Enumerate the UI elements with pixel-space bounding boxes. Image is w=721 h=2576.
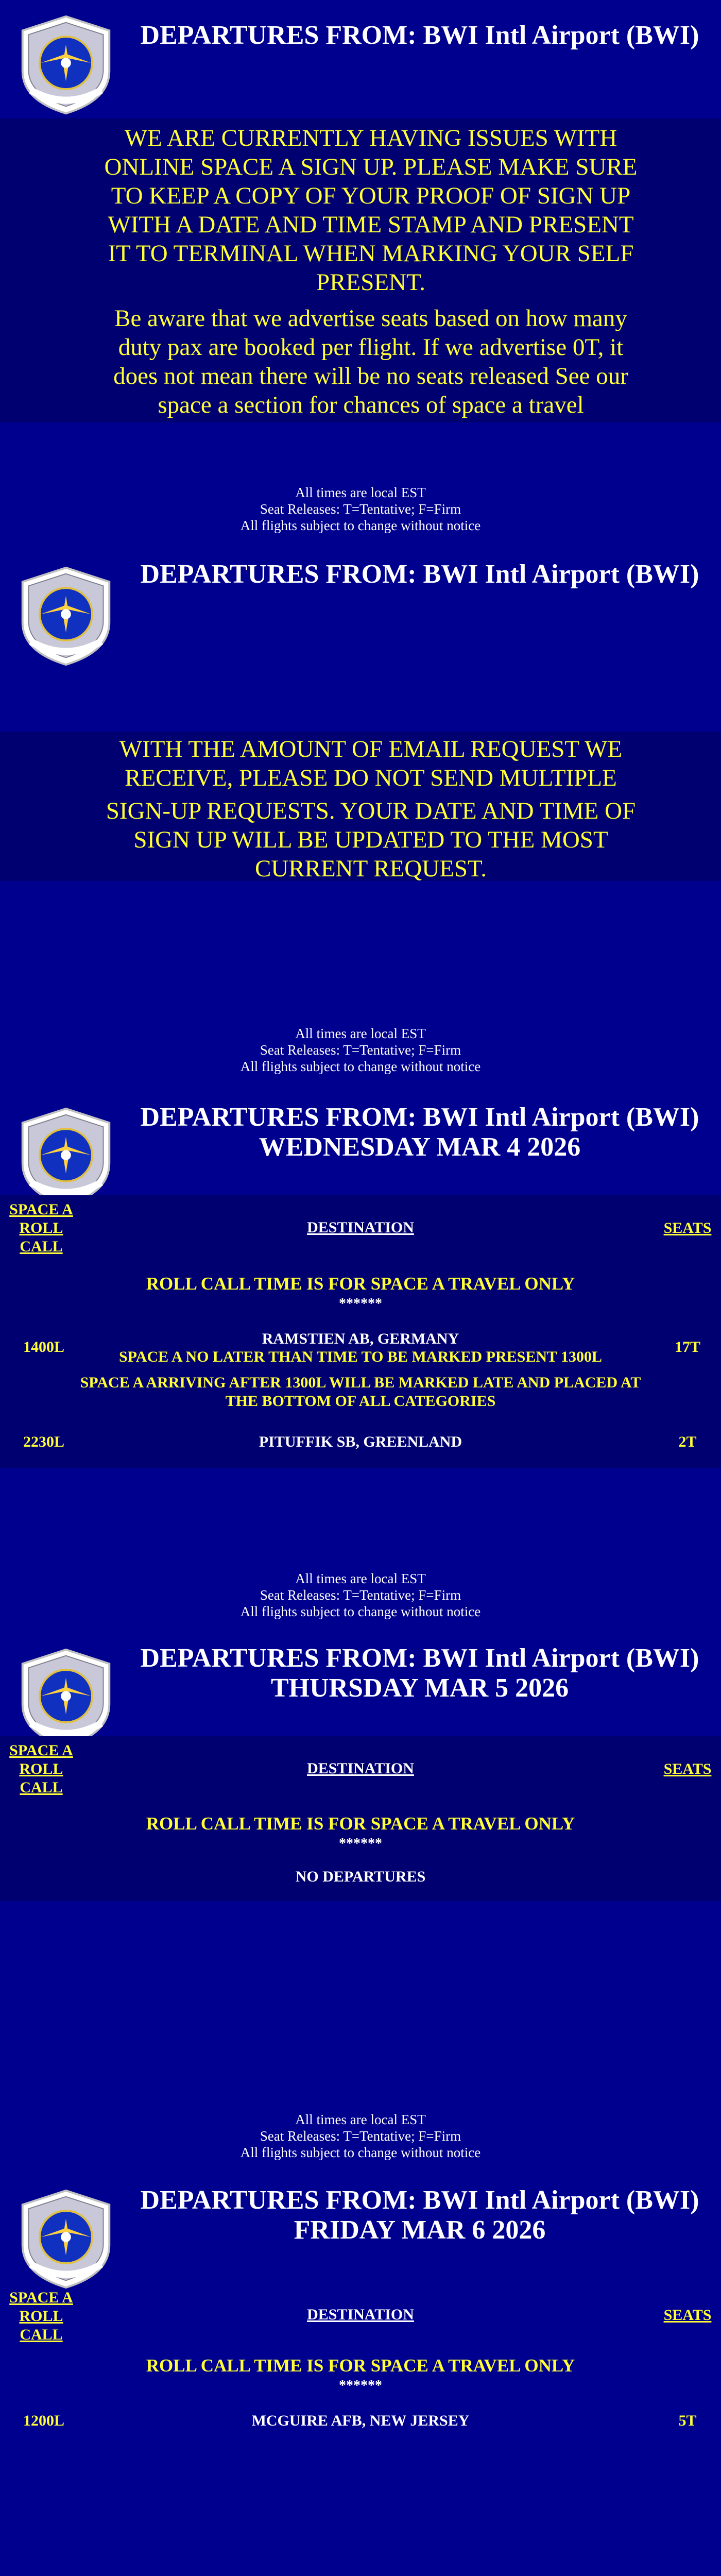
info-line-seat-releases: Seat Releases: T=Tentative; F=Firm bbox=[260, 1042, 461, 1058]
page-title: DEPARTURES FROM: BWI Intl Airport (BWI) bbox=[140, 21, 699, 50]
seats-value: 5T bbox=[678, 2412, 697, 2429]
departures-block-notice-2 bbox=[0, 551, 721, 1092]
destination: PITUFFIK SB, GREENLAND bbox=[259, 1433, 462, 1450]
destination: RAMSTIEN AB, GERMANY bbox=[262, 1330, 459, 1347]
departure-date: FRIDAY MAR 6 2026 bbox=[294, 2215, 546, 2245]
info-line-seat-releases: Seat Releases: T=Tentative; F=Firm bbox=[260, 501, 461, 517]
flight-remark-late: SPACE A ARRIVING AFTER 1300L WILL BE MARKED LATE AND PLACED AT THE BOTTOM OF ALL CATEGORIES bbox=[80, 1374, 641, 1410]
seats-header: SEATS bbox=[663, 1219, 712, 1236]
departure-date: WEDNESDAY MAR 4 2026 bbox=[259, 1132, 581, 1162]
air-mobility-command-seal-icon bbox=[15, 566, 116, 667]
air-mobility-command-seal-icon bbox=[15, 14, 116, 115]
block-header bbox=[0, 1092, 721, 1211]
info-line-subject-to-change: All flights subject to change without notice bbox=[240, 1059, 481, 1074]
info-line-subject-to-change: All flights subject to change without notice bbox=[240, 518, 481, 533]
departures-block-friday bbox=[0, 2174, 721, 2576]
flight-remark: SPACE A NO LATER THAN TIME TO BE MARKED PRESENT 1300L bbox=[119, 1348, 602, 1365]
rollcall-header: SPACE A ROLL CALL bbox=[9, 2289, 73, 2343]
block-header bbox=[0, 2174, 721, 2293]
departures-block-wednesday bbox=[0, 1092, 721, 1633]
seats-header: SEATS bbox=[663, 2307, 712, 2324]
info-line-times: All times are local EST bbox=[295, 1026, 426, 1041]
notice-text: WE ARE CURRENTLY HAVING ISSUES WITH ONLINE SPACE A SIGN UP. PLEASE MAKE SURE TO KEEP A COPY OF YOUR PROOF OF SIGN UP WITH A DATE AND TIME STAMP AND PRESENT IT TO TERMINAL WHEN MARKING YOUR SELF PRESENT. bbox=[104, 125, 638, 296]
rollcall-time: 1200L bbox=[23, 2412, 64, 2429]
destination-header: DESTINATION bbox=[307, 2306, 414, 2323]
info-line-subject-to-change: All flights subject to change without notice bbox=[240, 1604, 481, 1619]
air-mobility-command-seal-icon bbox=[15, 2189, 116, 2290]
page-title: DEPARTURES FROM: BWI Intl Airport (BWI) bbox=[140, 2185, 699, 2215]
no-departures: NO DEPARTURES bbox=[295, 1868, 426, 1885]
info-line-times: All times are local EST bbox=[295, 2112, 426, 2127]
info-line-times: All times are local EST bbox=[295, 485, 426, 500]
info-line-subject-to-change: All flights subject to change without notice bbox=[240, 2145, 481, 2160]
roll-call-note: ROLL CALL TIME IS FOR SPACE A TRAVEL ONLY bbox=[146, 1814, 575, 1834]
info-line-seat-releases: Seat Releases: T=Tentative; F=Firm bbox=[260, 1587, 461, 1603]
separator-stars: ****** bbox=[339, 1296, 382, 1312]
page-title: DEPARTURES FROM: BWI Intl Airport (BWI) bbox=[140, 560, 699, 589]
block-header bbox=[0, 551, 721, 670]
roll-call-note: ROLL CALL TIME IS FOR SPACE A TRAVEL ONLY bbox=[146, 2355, 575, 2376]
info-line-times: All times are local EST bbox=[295, 1571, 426, 1586]
roll-call-note: ROLL CALL TIME IS FOR SPACE A TRAVEL ONLY bbox=[146, 1274, 575, 1294]
info-line-seat-releases: Seat Releases: T=Tentative; F=Firm bbox=[260, 2128, 461, 2144]
destination: MCGUIRE AFB, NEW JERSEY bbox=[251, 2412, 470, 2429]
seats-value: 2T bbox=[678, 1433, 697, 1450]
rollcall-header: SPACE A ROLL CALL bbox=[9, 1742, 73, 1796]
block-header bbox=[0, 1633, 721, 1752]
notice-text-seats: Be aware that we advertise seats based on how many duty pax are booked per flight. If we advertise 0T, it does not mean there will be no seats released See our space a section for chances of space a travel bbox=[113, 305, 628, 418]
destination-header: DESTINATION bbox=[307, 1219, 414, 1236]
departure-date: THURSDAY MAR 5 2026 bbox=[270, 1673, 569, 1703]
air-mobility-command-seal-icon bbox=[15, 1648, 116, 1749]
rollcall-header: SPACE A ROLL CALL bbox=[9, 1201, 73, 1255]
seats-value: 17T bbox=[674, 1338, 700, 1355]
separator-stars: ****** bbox=[339, 1836, 382, 1852]
departures-block-notice-1 bbox=[0, 0, 721, 551]
seats-header: SEATS bbox=[663, 1760, 712, 1777]
destination-header: DESTINATION bbox=[307, 1760, 414, 1777]
notice-text: WITH THE AMOUNT OF EMAIL REQUEST WE RECEIVE, PLEASE DO NOT SEND MULTIPLE bbox=[119, 736, 623, 791]
air-mobility-command-seal-icon bbox=[15, 1107, 116, 1208]
page-title: DEPARTURES FROM: BWI Intl Airport (BWI) bbox=[140, 1643, 699, 1673]
rollcall-time: 2230L bbox=[23, 1433, 64, 1450]
block-header bbox=[0, 0, 721, 118]
page-title: DEPARTURES FROM: BWI Intl Airport (BWI) bbox=[140, 1103, 699, 1132]
departures-block-thursday bbox=[0, 1633, 721, 2174]
rollcall-time: 1400L bbox=[23, 1338, 64, 1355]
separator-stars: ****** bbox=[339, 2378, 382, 2394]
notice-text-updated: SIGN-UP REQUESTS. YOUR DATE AND TIME OF SIGN UP WILL BE UPDATED TO THE MOST CURRENT REQUEST. bbox=[106, 798, 636, 882]
